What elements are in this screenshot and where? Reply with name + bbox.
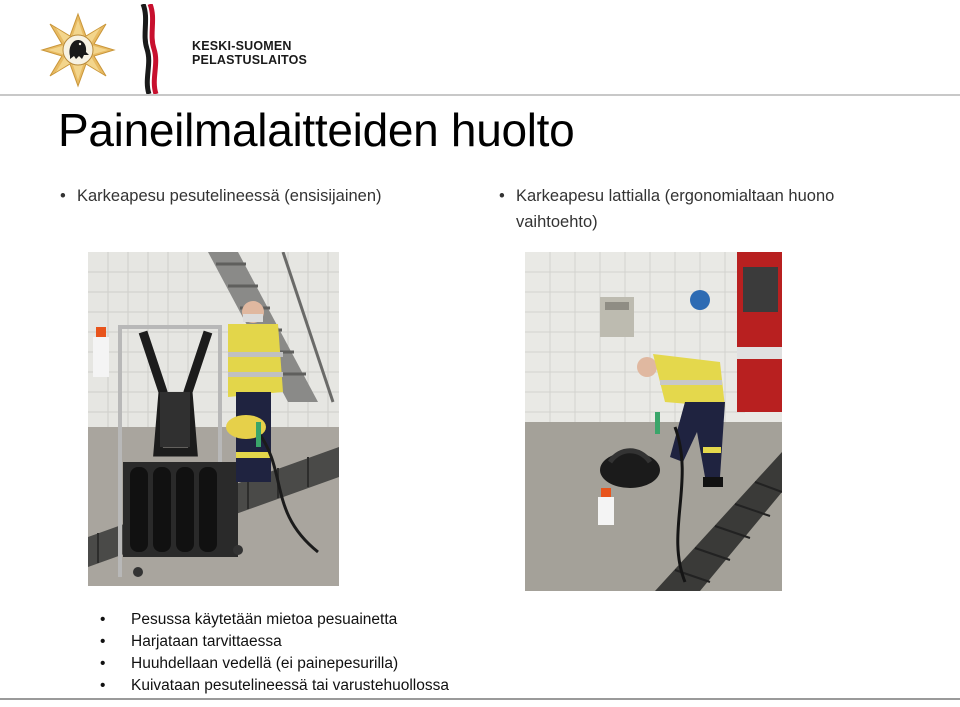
caption-left-text: Karkeapesu pesutelineessä (ensisijainen) xyxy=(77,187,382,205)
photo-floor-washing xyxy=(525,252,782,591)
caption-right xyxy=(499,183,919,235)
flame-stripes-logo xyxy=(140,4,162,94)
list-item-text: Harjataan tarvittaessa xyxy=(131,633,282,650)
list-item xyxy=(100,631,449,653)
list-item xyxy=(100,609,449,631)
bullet: • xyxy=(60,187,66,205)
footer-divider xyxy=(0,698,960,700)
bullet: • xyxy=(499,187,505,205)
list-item-text: Pesussa käytetään mietoa pesuainetta xyxy=(131,611,398,628)
org-name-line1: KESKI-SUOMEN xyxy=(192,39,292,53)
slide-title: Paineilmalaitteiden huolto xyxy=(58,104,575,156)
list-item-text: Kuivataan pesutelineessä tai varustehuollossa xyxy=(131,677,449,694)
header xyxy=(0,0,960,95)
organization-name xyxy=(192,39,307,67)
list-item xyxy=(100,653,449,675)
list-item xyxy=(100,675,449,697)
bullet: • xyxy=(100,655,106,672)
bullet: • xyxy=(100,677,106,694)
caption-left xyxy=(60,183,480,209)
bullet: • xyxy=(100,611,106,628)
list-item-text: Huuhdellaan vedellä (ei painepesurilla) xyxy=(131,655,399,672)
instruction-list xyxy=(100,609,449,697)
header-divider xyxy=(0,94,960,96)
caption-right-text: Karkeapesu lattialla (ergonomialtaan huono vaihtoehto) xyxy=(516,187,835,231)
photo-rack-washing xyxy=(88,252,339,586)
org-name-line2: PELASTUSLAITOS xyxy=(192,53,308,67)
bullet: • xyxy=(100,633,106,650)
star-emblem-logo xyxy=(40,12,116,88)
